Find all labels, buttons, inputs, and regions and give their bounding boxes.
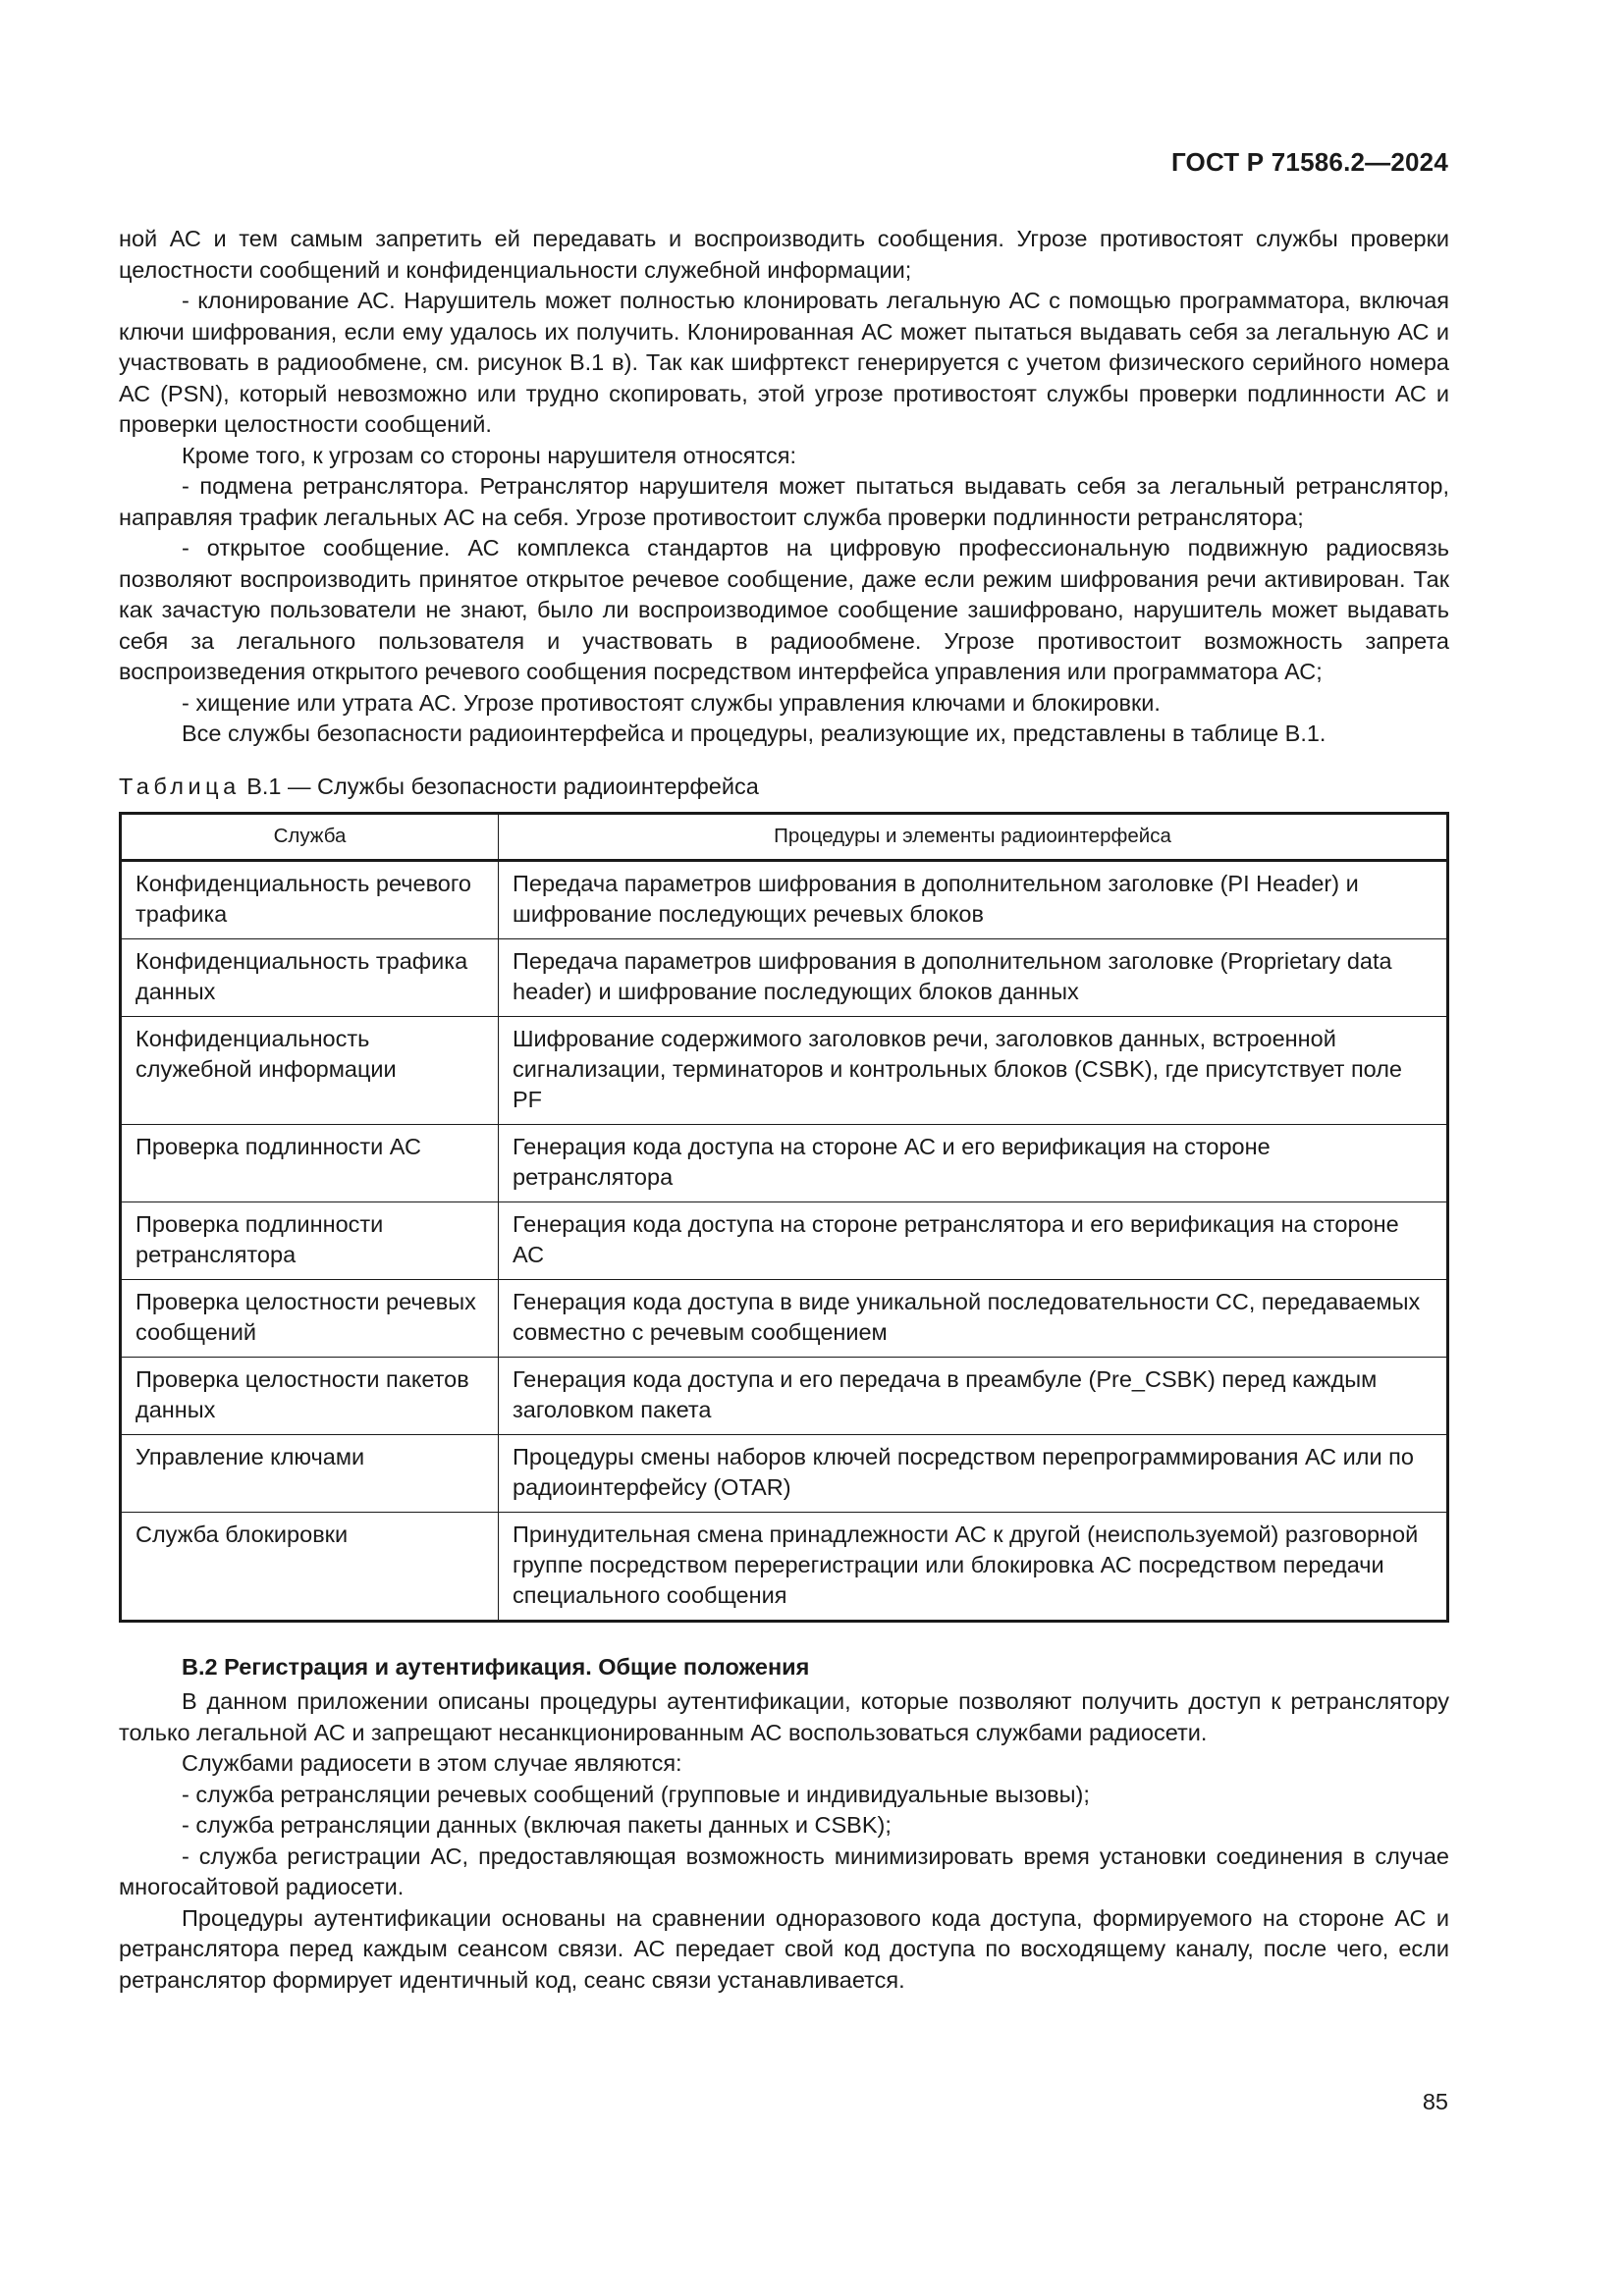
page-content <box>119 224 1449 1996</box>
table-row <box>121 1124 1448 1201</box>
service-cell: Служба блокировки <box>121 1512 499 1621</box>
paragraph: Кроме того, к угрозам со стороны нарушителя относятся: <box>182 442 797 468</box>
service-cell: Управление ключами <box>121 1434 499 1512</box>
paragraph: - служба ретрансляции данных (включая пакеты данных и CSBK); <box>182 1812 892 1838</box>
table-row <box>121 1279 1448 1357</box>
service-cell: Проверка подлинности АС <box>121 1124 499 1201</box>
table-row <box>121 860 1448 938</box>
paragraph: - клонирование АС. Нарушитель может полностью клонировать легальную АС с помощью программатора, включая ключи шифрования, если ему удалось их получить. Клонированная АС может пытаться выдавать себя за легальную АС и участвовать в радиообмене, см. рисунок В.1 в). Так как шифртекст генерируется с учетом физического серийного номера АС (PSN), который невозможно или трудно скопировать, этой угрозе противостоят службы проверки подлинности АС и проверки целостности сообщений. <box>119 288 1449 437</box>
security-services-table <box>119 812 1449 1623</box>
paragraph: Службами радиосети в этом случае являются: <box>182 1750 682 1776</box>
service-cell: Конфиденциальность трафика данных <box>121 938 499 1016</box>
procedure-cell: Генерация кода доступа на стороне ретранслятора и его верификация на стороне АС <box>499 1201 1448 1279</box>
paragraph: ной АС и тем самым запретить ей передавать и воспроизводить сообщения. Угрозе противостоят службы проверки целостности сообщений и конфиденциальности служебной информации; <box>119 226 1449 283</box>
table-row <box>121 1016 1448 1124</box>
table-row <box>121 1434 1448 1512</box>
table-caption-title: В.1 — Службы безопасности радиоинтерфейса <box>246 773 759 799</box>
body-text-section <box>119 1686 1449 1996</box>
table-body <box>121 860 1448 1621</box>
table-row <box>121 1201 1448 1279</box>
section-heading: В.2 Регистрация и аутентификация. Общие положения <box>182 1653 810 1680</box>
table-header-service: Служба <box>121 814 499 861</box>
table-caption-label: Таблица <box>119 773 241 799</box>
page-number: 85 <box>1422 2089 1448 2114</box>
paragraph: Процедуры аутентификации основаны на сравнении одноразового кода доступа, формируемого на стороне АС и ретранслятора перед каждым сеансом связи. АС передает свой код доступа по восходящему каналу, после чего, если ретранслятор формирует идентичный код, сеанс связи устанавливается. <box>119 1904 1449 1993</box>
procedure-cell: Передача параметров шифрования в дополнительном заголовке (Proprietary data header) и шифрование последующих блоков данных <box>499 938 1448 1016</box>
paragraph: - служба ретрансляции речевых сообщений (групповые и индивидуальные вызовы); <box>182 1781 1090 1807</box>
procedure-cell: Передача параметров шифрования в дополнительном заголовке (PI Header) и шифрование последующих речевых блоков <box>499 860 1448 938</box>
paragraph: - открытое сообщение. АС комплекса стандартов на цифровую профессиональную подвижную радиосвязь позволяют воспроизводить принятое открытое речевое сообщение, даже если режим шифрования речи активирован. Так как зачастую пользователи не знают, было ли воспроизводимое сообщение зашифровано, нарушитель может выдавать себя за легального пользователя и участвовать в радиообмене. Угрозе противостоит возможность запрета воспроизведения открытого речевого сообщения посредством интерфейса управления или программатора АС; <box>119 535 1449 684</box>
paragraph: - служба регистрации АС, предоставляющая возможность минимизировать время установки соединения в случае многосайтовой радиосети. <box>119 1842 1449 1899</box>
service-cell: Проверка подлинности ретранслятора <box>121 1201 499 1279</box>
service-cell: Проверка целостности речевых сообщений <box>121 1279 499 1357</box>
paragraph: - хищение или утрата АС. Угрозе противостоят службы управления ключами и блокировки. <box>182 689 1161 716</box>
service-cell: Проверка целостности пакетов данных <box>121 1357 499 1434</box>
procedure-cell: Шифрование содержимого заголовков речи, заголовков данных, встроенной сигнализации, терминаторов и контрольных блоков (CSBK), где присутствует поле PF <box>499 1016 1448 1124</box>
table-row <box>121 938 1448 1016</box>
body-text-top <box>119 224 1449 750</box>
procedure-cell: Генерация кода доступа в виде уникальной последовательности СС, передаваемых совместно с речевым сообщением <box>499 1279 1448 1357</box>
service-cell: Конфиденциальность служебной информации <box>121 1016 499 1124</box>
document-id-header: ГОСТ Р 71586.2—2024 <box>1170 147 1448 177</box>
service-cell: Конфиденциальность речевого трафика <box>121 860 499 938</box>
table-row <box>121 1512 1448 1621</box>
procedure-cell: Генерация кода доступа и его передача в преамбуле (Pre_CSBK) перед каждым заголовком пакета <box>499 1357 1448 1434</box>
table-row <box>121 1357 1448 1434</box>
paragraph: В данном приложении описаны процедуры аутентификации, которые позволяют получить доступ к ретранслятору только легальной АС и запрещают несанкционированным АС воспользоваться службами радиосети. <box>119 1688 1449 1745</box>
table-header-procedures: Процедуры и элементы радиоинтерфейса <box>499 814 1448 861</box>
procedure-cell: Процедуры смены наборов ключей посредством перепрограммирования АС или по радиоинтерфейсу (OTAR) <box>499 1434 1448 1512</box>
table-caption <box>119 772 1449 803</box>
paragraph: Все службы безопасности радиоинтерфейса и процедуры, реализующие их, представлены в таблице В.1. <box>182 721 1326 746</box>
paragraph: - подмена ретранслятора. Ретранслятор нарушителя может пытаться выдавать себя за легальный ретранслятор, направляя трафик легальных АС на себя. Угрозе противостоит служба проверки подлинности ретранслятора; <box>119 473 1449 530</box>
procedure-cell: Принудительная смена принадлежности АС к другой (неиспользуемой) разговорной группе посредством перерегистрации или блокировка АС посредством передачи специального сообщения <box>499 1512 1448 1621</box>
table-header-row <box>121 814 1448 861</box>
procedure-cell: Генерация кода доступа на стороне АС и его верификация на стороне ретранслятора <box>499 1124 1448 1201</box>
